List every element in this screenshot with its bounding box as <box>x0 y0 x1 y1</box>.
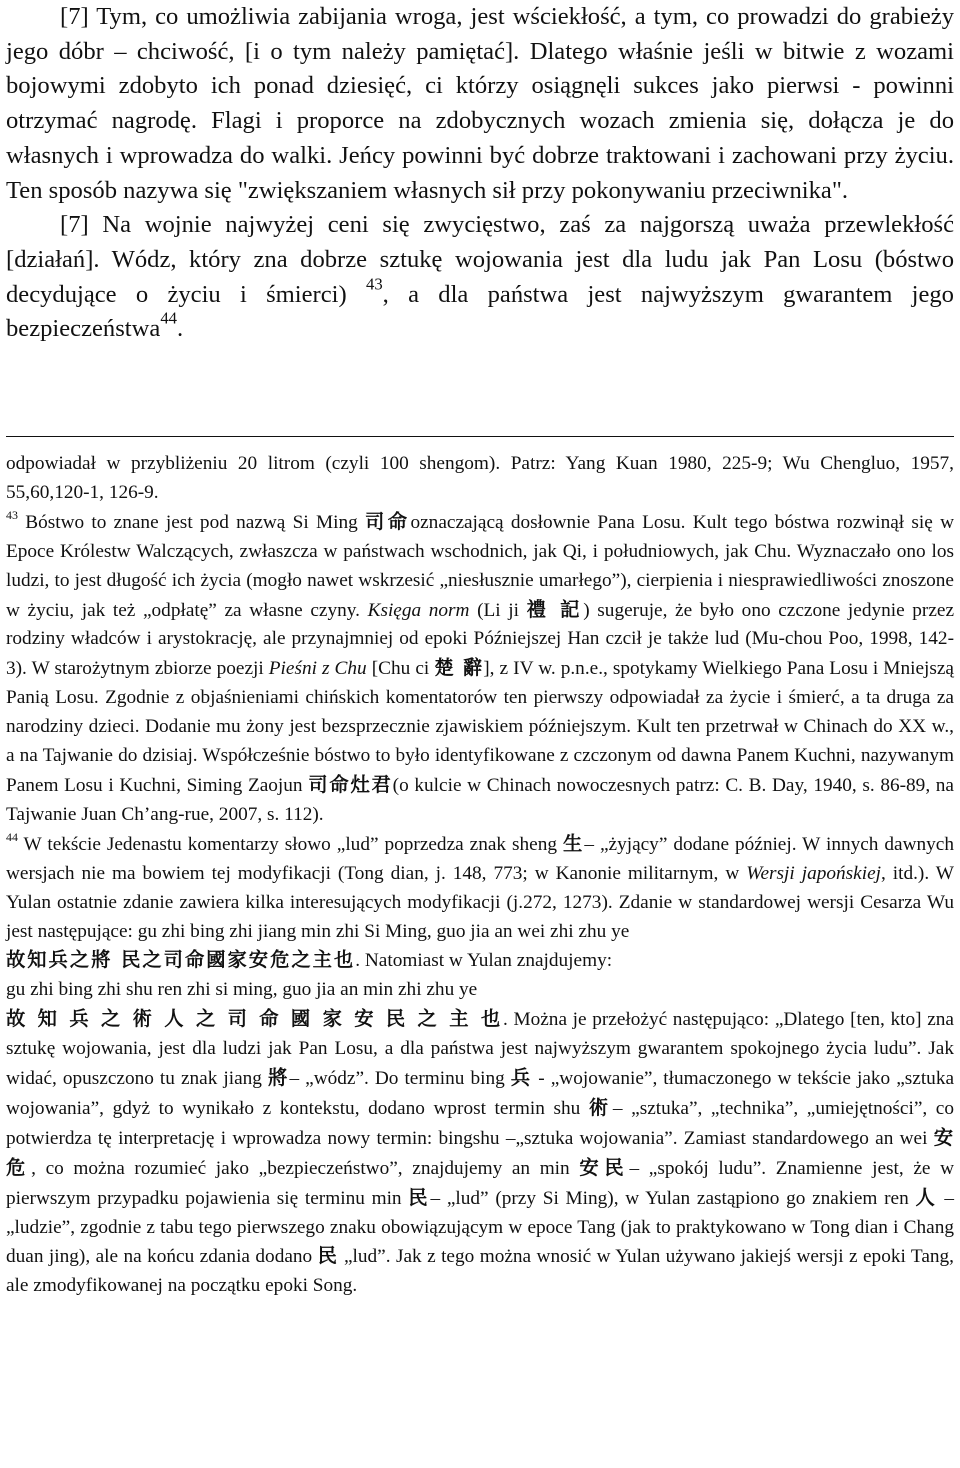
cjk-ren: 人 <box>915 1185 938 1209</box>
cjk-jiang: 將 <box>267 1066 290 1090</box>
fn44-text-k: – „lud” (przy Si Ming), w Yulan zastąpiono go znakiem ren <box>430 1187 916 1209</box>
fn44-text-b: – „żyjący” dodane później. W innych dawnych wersjach nie ma bowiem tej modyfikacji (Tong dian, j. 148, 773; w Kanonie militarnym, w <box>6 833 954 884</box>
main-paragraph-2-text-b: , a dla państwa jest najwyższym gwarantem jego bezpieczeństwa <box>6 280 954 343</box>
main-paragraph-2-text-c: . <box>177 315 184 343</box>
footnote-continuation <box>6 450 954 508</box>
fn43-text-a: Bóstwo to znane jest pod nazwą Si Ming <box>17 511 366 533</box>
footnote-separator <box>6 436 954 437</box>
cjk-anmin: 安民 <box>579 1155 630 1179</box>
footnotes <box>6 450 954 1301</box>
cjk-siming-zaojun: 司命灶君 <box>308 772 393 796</box>
fn44-text-l: – „ludzie”, zgodnie z tabu tego pierwszego znaku obowiązującym w epoce Tang (jak to praktykowano w Tong dian i Chang duan jing), ale na końcu zdania dodano <box>6 1187 955 1268</box>
fn44-text-f: – „wódz”. Do terminu bing <box>289 1068 511 1090</box>
fn44-text-m: „lud”. Jak z tego można wnosić w Yulan używano jakiejś wersji z epoki Tang, ale zmodyfikowanej na początku epoki Song. <box>6 1246 955 1297</box>
fn44-text-a: W tekście Jedenastu komentarzy słowo „lud” poprzedza znak sheng <box>17 833 563 855</box>
main-paragraph-1-text: [7] Tym, co umożliwia zabijania wroga, jest wściekłość, a tym, co prowadzi do grabieży jego dóbr – chciwość, [i o tym należy pamiętać]. Dlatego właśnie jeśli w bitwie z wozami bojowymi zdobyto ich ponad dziesięć, ci którzy osiągnęli sukces jako pierwsi - powinni otrzymać nagrodę. Flagi i proporce na zdobycznych wozach zmienia się, dołącza je do własnych i wprowadza do walki. Jeńcy powinni być dobrze traktowani i zachowani przy życiu. Ten sposób nazywa się "zwiększaniem własnych sił przy pokonywaniu przeciwnika". <box>6 3 954 204</box>
fn43-text-d: ) sugeruje, że było ono czczone jedynie przez rodziny władców i arystokrację, ale przynajmniej od epoki Późniejszej Han czcił je także lud (Mu-chou Poo, 1998, 142-3). W starożytnym zbiorze poezji <box>6 599 955 680</box>
footnote-44 <box>6 830 954 1302</box>
fn43-text-c: (Li ji <box>469 599 527 621</box>
cjk-standard-sentence: 故知兵之將 民之司命國家安危之主也 <box>6 948 356 972</box>
cjk-sheng: 生 <box>562 831 585 855</box>
fn44-text-i: , co można rozumieć jako „bezpieczeństwo”, znajdujemy an min <box>31 1157 580 1179</box>
cjk-min: 民 <box>408 1185 431 1209</box>
title-piesni-z-chu: Pieśni z Chu <box>268 658 367 680</box>
cjk-yulan-sentence: 故 知 兵 之 術 人 之 司 命 國 家 安 民 之 主 也 <box>6 1007 503 1031</box>
fn43-text-e: [Chu ci <box>366 658 435 680</box>
fn43-text-g: (o kulcie w Chinach nowoczesnych patrz: C. B. Day, 1940, s. 86-89, na Tajwanie Juan Ch’ang-rue, 2007, s. 112). <box>6 774 954 825</box>
main-paragraph-1 <box>6 0 954 208</box>
cjk-siming: 司命 <box>365 509 411 533</box>
fn44-text-j: – „spokój ludu”. Znamienne jest, że w pierwszym przypadku pojawienia się terminu min <box>6 1157 955 1209</box>
cjk-anwei: 安危 <box>6 1125 954 1179</box>
footnote-number-44: 44 <box>6 829 18 844</box>
cjk-min-2: 民 <box>317 1244 339 1268</box>
footnote-continuation-text: odpowiadał w przybliżeniu 20 litrom (czyli 100 shengom). Patrz: Yang Kuan 1980, 225-9; Wu Chengluo, 1957, 55,60,120-1, 126-9. <box>6 453 954 503</box>
footnote-ref-44: 44 <box>160 308 178 328</box>
title-wersja-japonska: Wersji japońskiej <box>746 862 881 884</box>
footnote-43 <box>6 508 954 830</box>
cjk-chuci: 楚 辭 <box>434 656 484 680</box>
fn43-text-b: oznaczającą dosłownie Pana Losu. Kult tego bóstwa rozwinął się w Epoce Królestw Walczących, zwłaszcza w państwach wschodnich, jak Qi, i południowych, jak Chu. Wyznaczało ono los ludzi, to jest długość ich życia (mogło nawet wskrzesić „niesłusznie umarłego”), cierpienia i niesprawiedliwości znoszone w życiu, jak też „odpłatę” za własne czyny. <box>6 511 954 621</box>
main-text <box>6 0 954 347</box>
footnote-ref-43: 43 <box>365 274 383 294</box>
fn44-text-h: – „sztuka”, „technika”, „umiejętności”, co potwierdza tę interpretację i wprowadza nowy termin: bingshu –„sztuka wojowania”. Zamiast standardowego an wei <box>6 1097 955 1149</box>
title-ksiega-norm: Księga norm <box>367 599 470 621</box>
fn44-text-e: . Można je przełożyć następująco: „Dlatego [ten, kto] zna sztukę wojowania, jest dla ludzi jak Pan Losu, a dla państwa jest najwyższym gwarantem spokojnego życia ludu”. Jak widać, opuszczono tu znak jiang <box>6 1009 954 1090</box>
cjk-bing: 兵 <box>510 1066 533 1090</box>
cjk-shu: 術 <box>588 1095 613 1119</box>
cjk-liji: 禮 記 <box>526 597 584 621</box>
main-paragraph-2-text-a: [7] Na wojnie najwyżej ceni się zwycięstwo, zaś za najgorszą uważa przewlekłość [działań]. Wódz, który zna dobrze sztukę wojowania jest dla ludu jak Pan Losu (bóstwo decydujące o życiu i śmierci) <box>6 211 954 308</box>
main-paragraph-2 <box>6 208 954 347</box>
footnote-number-43: 43 <box>6 507 18 522</box>
fn44-text-c: , itd.). W Yulan ostatnie zdanie zawiera kilka interesujących modyfikacji (j.272, 1273). Zdanie w standardowej wersji Cesarza Wu jest następujące: gu zhi bing zhi jiang min zhi Si Ming, guo jia an wei zhi zhu ye <box>6 862 954 942</box>
fn44-text-d: . Natomiast w Yulan znajdujemy: <box>355 950 613 972</box>
fn43-text-f: ], z IV w. p.n.e., spotykamy Wielkiego Pana Losu i Mniejszą Panią Losu. Zgodnie z objaśnieniami chińskich komentatorów ten pierwszy odpowiadał za życie i śmierć, a ta druga za narodziny dzieci. Dodanie mu żony jest bezsprzecznie zjawiskiem późniejszym. Kult ten przetrwał w Chinach do XX w., a na Tajwanie do dzisiaj. Współcześnie bóstwo to było identyfikowane z czczonym od dawna Panem Kuchni, nazywanym Panem Losu i Kuchni, Siming Zaojun <box>6 658 954 796</box>
fn44-text-g: - „wojowanie”, tłumaczonego w tekście jako „sztuka wojowania”, gdyż to wynikało z kontekstu, dodano wprost termin shu <box>6 1068 955 1119</box>
pinyin-yulan-sentence: gu zhi bing zhi shu ren zhi si ming, guo jia an min zhi zhu ye <box>6 979 478 1001</box>
